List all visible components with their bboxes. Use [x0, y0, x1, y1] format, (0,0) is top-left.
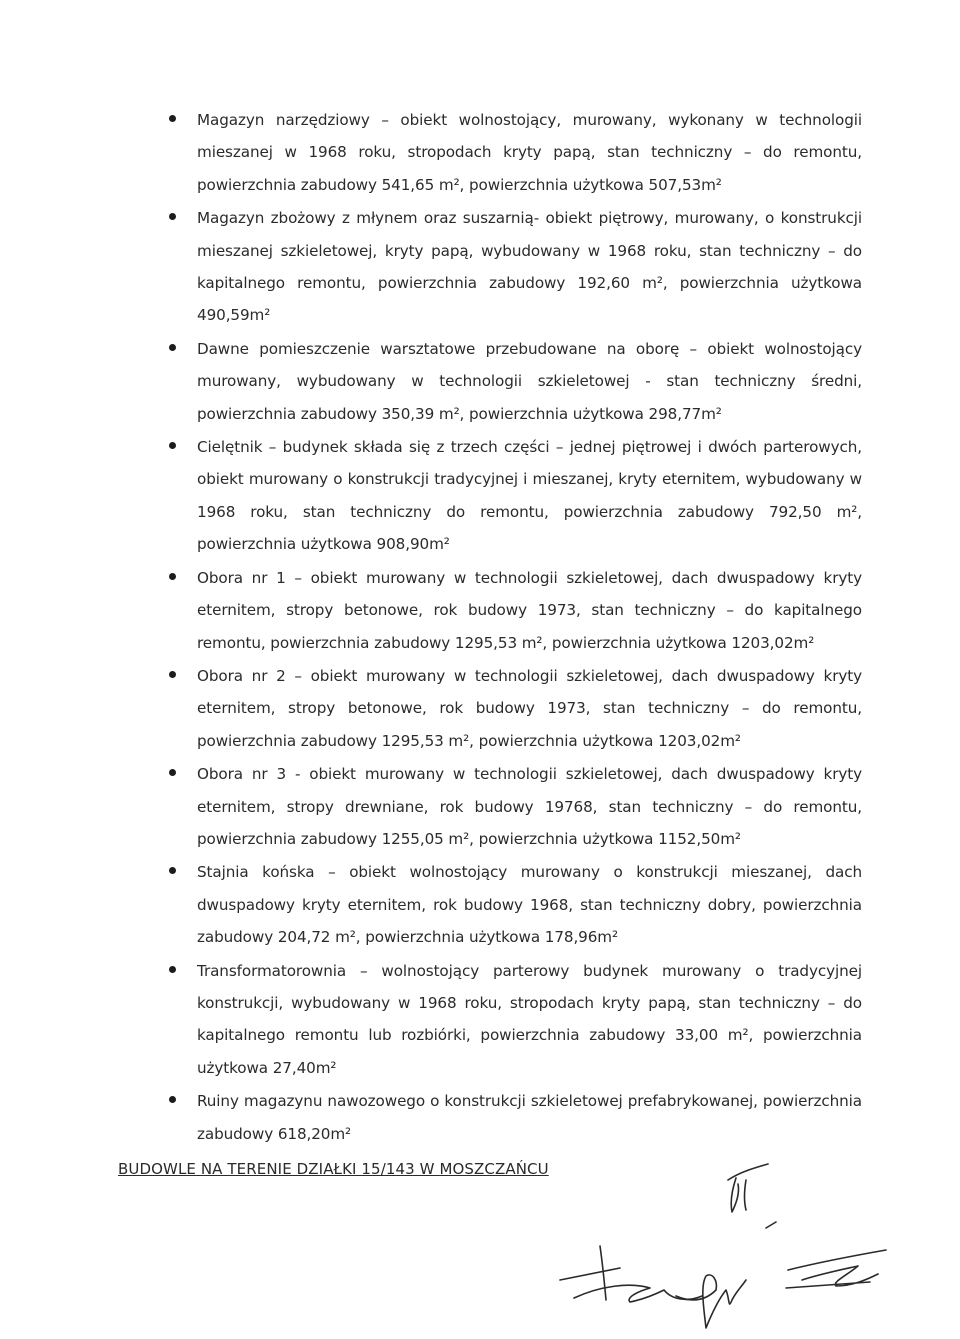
- list-item: [150, 758, 862, 855]
- list-item: [150, 104, 862, 201]
- bullet-icon: [169, 344, 176, 351]
- list-item: [150, 660, 862, 757]
- list-item: [150, 955, 862, 1085]
- handwritten-signatures: [540, 1150, 920, 1339]
- bullet-icon: [169, 966, 176, 973]
- item-text: Magazyn zbożowy z młynem oraz suszarnią- obiekt piętrowy, murowany, o konstrukcji mieszanej szkieletowej, kryty papą, wybudowany w 1968 roku, stan techniczny – do kapitalnego remontu, powierzchnia zabudowy 192,60 m², powierzchnia użytkowa 490,59m²: [197, 209, 862, 325]
- list-item: [150, 431, 862, 561]
- item-text: Magazyn narzędziowy – obiekt wolnostojący, murowany, wykonany w technologii mieszanej w 1968 roku, stropodach kryty papą, stan techniczny – do remontu, powierzchnia zabudowy 541,65 m², powierzchnia użytkowa 507,53m²: [197, 111, 862, 194]
- item-text: Obora nr 2 – obiekt murowany w technologii szkieletowej, dach dwuspadowy kryty eternitem, stropy betonowe, rok budowy 1973, stan techniczny – do remontu, powierzchnia zabudowy 1295,53 m², powierzchnia użytkowa 1203,02m²: [197, 666, 862, 750]
- bullet-icon: [169, 573, 176, 580]
- signature-3: [786, 1250, 886, 1288]
- list-item: [150, 1085, 862, 1150]
- list-item: [150, 202, 862, 332]
- bullet-icon: [169, 867, 176, 874]
- bullet-icon: [169, 769, 176, 776]
- list-item: [150, 562, 862, 659]
- section-heading: BUDOWLE NA TERENIE DZIAŁKI 15/143 W MOSZCZAŃCU: [118, 1160, 549, 1178]
- bullet-icon: [169, 442, 176, 449]
- bullet-icon: [169, 115, 176, 122]
- list-item: [150, 333, 862, 430]
- building-list: [150, 104, 862, 1151]
- initial-mark: [728, 1164, 768, 1212]
- bullet-icon: [169, 671, 176, 678]
- tick-mark: [766, 1222, 776, 1228]
- signature-2: [676, 1275, 746, 1328]
- bullet-icon: [169, 213, 176, 220]
- item-text: Cielętnik – budynek składa się z trzech części – jednej piętrowej i dwóch parterowych, obiekt murowany o konstrukcji tradycyjnej i mieszanej, kryty eternitem, wybudowany w 1968 roku, stan techniczny do remontu, powierzchnia zabudowy 792,50 m², powierzchnia użytkowa 908,90m²: [197, 438, 862, 554]
- item-text: Dawne pomieszczenie warsztatowe przebudowane na oborę – obiekt wolnostojący murowany, wybudowany w technologii szkieletowej - stan techniczny średni, powierzchnia zabudowy 350,39 m², powierzchnia użytkowa 298,77m²: [197, 339, 862, 423]
- list-item: [150, 856, 862, 953]
- bullet-icon: [169, 1096, 176, 1103]
- item-text: Ruiny magazynu nawozowego o konstrukcji szkieletowej prefabrykowanej, powierzchnia zabudowy 618,20m²: [197, 1092, 862, 1143]
- item-text: Obora nr 3 - obiekt murowany w technologii szkieletowej, dach dwuspadowy kryty eternitem, stropy drewniane, rok budowy 19768, stan techniczny – do remontu, powierzchnia zabudowy 1255,05 m², powierzchnia użytkowa 1152,50m²: [197, 765, 862, 848]
- item-text: Transformatorownia – wolnostojący parterowy budynek murowany o tradycyjnej konstrukcji, wybudowany w 1968 roku, stropodach kryty papą, stan techniczny – do kapitalnego remontu lub rozbiórki, powierzchnia zabudowy 33,00 m², powierzchnia użytkowa 27,40m²: [197, 961, 862, 1077]
- signature-1: [560, 1246, 702, 1302]
- item-text: Stajnia końska – obiekt wolnostojący murowany o konstrukcji mieszanej, dach dwuspadowy kryty eternitem, rok budowy 1968, stan techniczny dobry, powierzchnia zabudowy 204,72 m², powierzchnia użytkowa 178,96m²: [197, 863, 862, 947]
- item-text: Obora nr 1 – obiekt murowany w technologii szkieletowej, dach dwuspadowy kryty eternitem, stropy betonowe, rok budowy 1973, stan techniczny – do kapitalnego remontu, powierzchnia zabudowy 1295,53 m², powierzchnia użytkowa 1203,02m²: [197, 568, 862, 652]
